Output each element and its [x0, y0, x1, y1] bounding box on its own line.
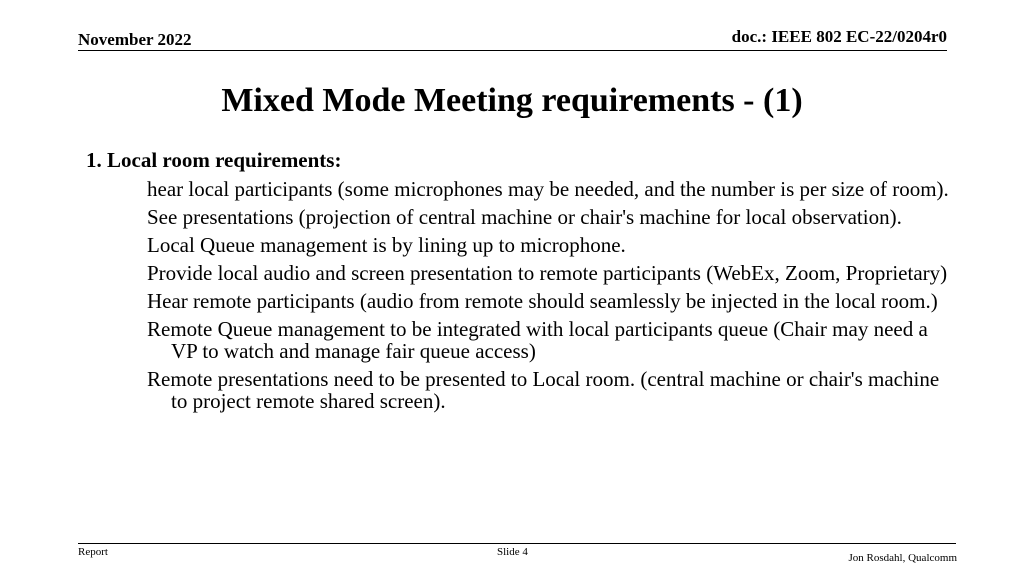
- header-doc-id: doc.: IEEE 802 EC-22/0204r0: [731, 27, 947, 46]
- slide-title: Mixed Mode Meeting requirements - (1): [221, 82, 803, 119]
- footer-divider: [78, 543, 956, 544]
- header-date: November 2022: [78, 30, 192, 49]
- slide-body: [86, 147, 956, 412]
- footer-slide-number: Slide 4: [497, 546, 528, 558]
- requirement-item: Remote Queue management to be integrated with local participants queue (Chair may need a VP to watch and manage fair queue access): [147, 317, 928, 363]
- header-divider: [78, 50, 947, 51]
- requirement-item: hear local participants (some microphones may be needed, and the number is per size of room).: [147, 177, 949, 201]
- requirements-list: [86, 178, 956, 412]
- requirement-item: Remote presentations need to be presented to Local room. (central machine or chair's machine to project remote shared screen).: [147, 367, 940, 413]
- section-heading: 1. Local room requirements:: [86, 148, 342, 172]
- requirement-item: See presentations (projection of central machine or chair's machine for local observation).: [147, 205, 902, 229]
- footer-author: Jon Rosdahl, Qualcomm: [848, 552, 957, 564]
- footer-report-label: Report: [78, 546, 108, 558]
- requirement-item: Local Queue management is by lining up to microphone.: [147, 233, 626, 257]
- requirement-item: Hear remote participants (audio from remote should seamlessly be injected in the local room.): [147, 289, 938, 313]
- requirement-item: Provide local audio and screen presentation to remote participants (WebEx, Zoom, Proprietary): [147, 261, 948, 285]
